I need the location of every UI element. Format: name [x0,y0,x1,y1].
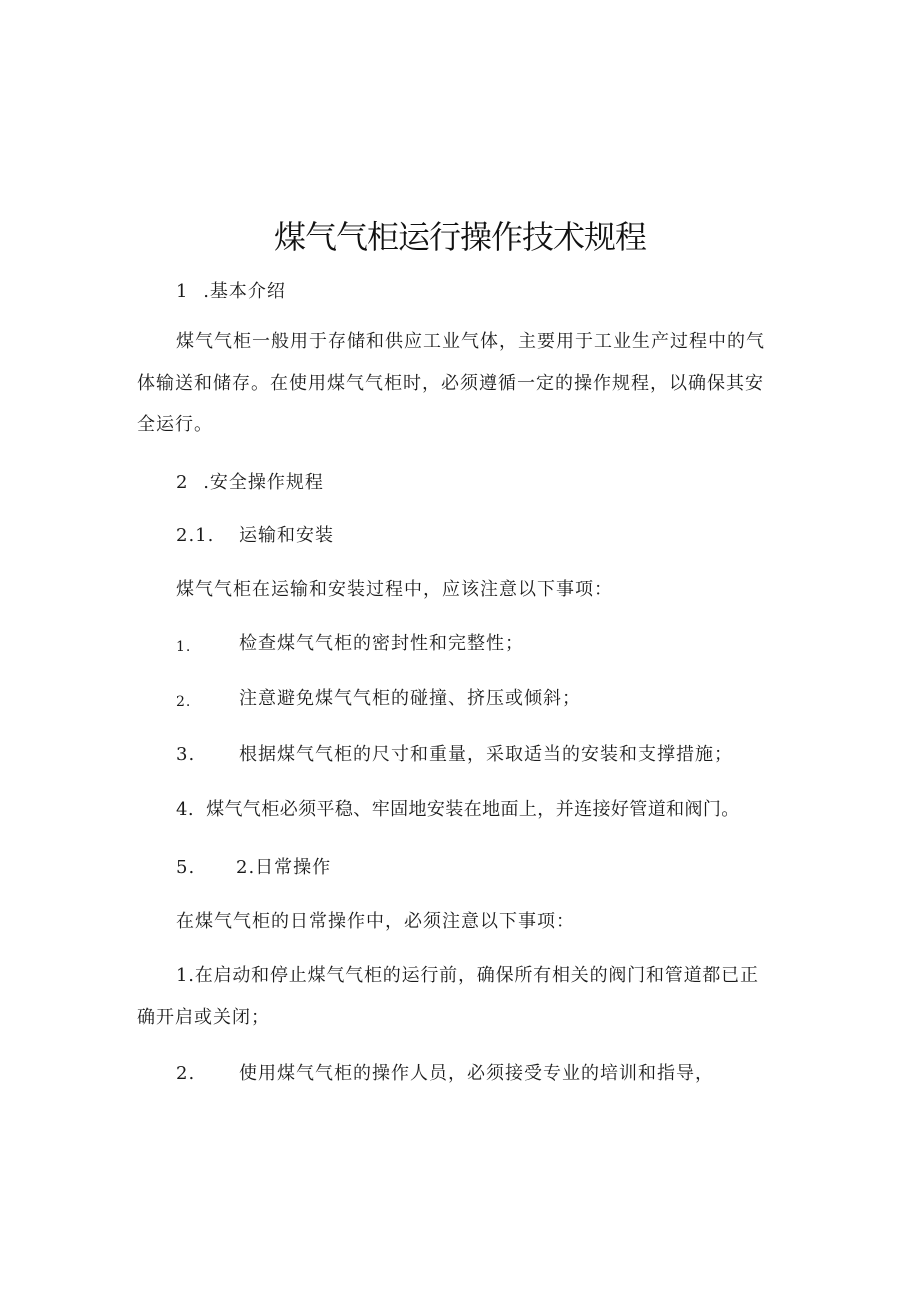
subsection-number: 2.1. [176,525,215,546]
list-item-line: 1.在启动和停止煤气气柜的运行前，确保所有相关的阀门和管道都已正 [176,965,759,986]
paragraph-line: 煤气气柜在运输和安装过程中，应该注意以下事项： [176,579,613,600]
list-item-line: 确开启或关闭； [137,1007,270,1028]
section-number: 1 [176,281,189,302]
paragraph-line: 煤气气柜一般用于存储和供应工业气体，主要用于工业生产过程中的气 [176,331,765,352]
subsection-number: 5. [176,857,196,878]
list-item-number: 1. [176,639,192,655]
paragraph-line: 全运行。 [137,414,213,435]
list-item-number: 3. [176,744,196,765]
section-heading-safety [176,472,324,494]
list-item-number: 2. [176,1063,196,1084]
list-item-number: 2. [176,694,192,710]
list-item-text: 检查煤气气柜的密封性和完整性； [239,633,524,654]
list-item-number: 4. [176,799,194,820]
paragraph-line: 体输送和储存。在使用煤气气柜时，必须遵循一定的操作规程，以确保其安 [137,373,764,394]
list-item-text: 根据煤气气柜的尺寸和重量，采取适当的安装和支撑措施； [239,744,733,765]
section-title: .基本介绍 [203,281,286,302]
section-number: 2 [176,472,189,493]
list-item-text: 注意避免煤气气柜的碰撞、挤压或倾斜； [239,688,581,709]
list-item [176,799,740,821]
section-heading-basic-intro [176,281,286,303]
document-title: 煤气气柜运行操作技术规程 [273,218,646,256]
subsection-title: 2.日常操作 [236,857,332,878]
list-item-text: 使用煤气气柜的操作人员，必须接受专业的培训和指导， [239,1063,714,1084]
section-title: .安全操作规程 [203,472,324,493]
list-item-text: 煤气气柜必须平稳、牢固地安装在地面上，并连接好管道和阀门。 [206,799,740,820]
subsection-title: 运输和安装 [239,525,334,546]
paragraph-line: 在煤气气柜的日常操作中，必须注意以下事项： [176,911,575,932]
